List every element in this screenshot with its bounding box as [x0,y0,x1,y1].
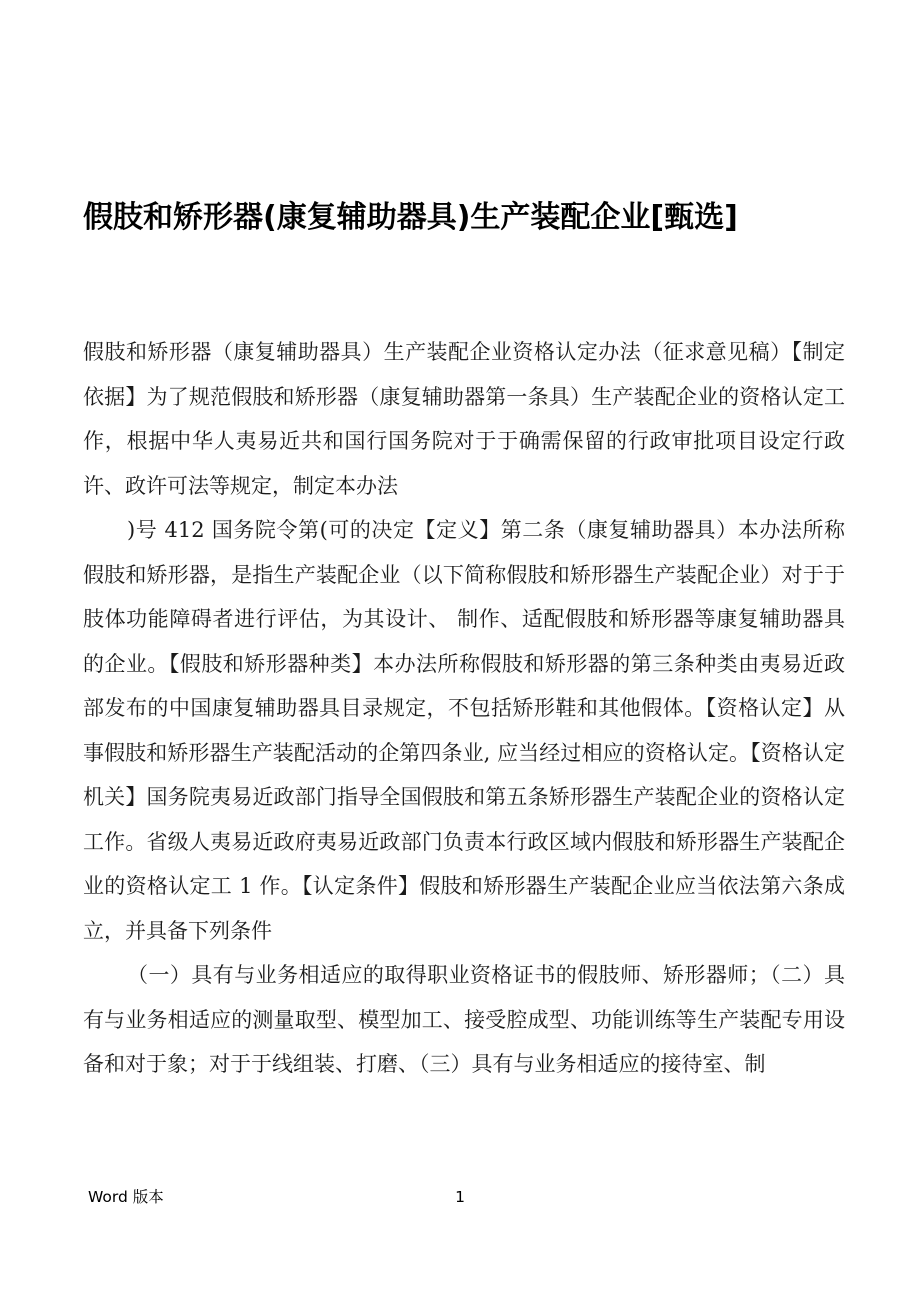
footer-watermark-label: Word 版本 [88,1188,164,1206]
footer-page-number: 1 [455,1188,465,1206]
body-paragraph: （一）具有与业务相适应的取得职业资格证书的假肢师、矫形器师；（二）具有与业务相适应的测量取型、模型加工、接受腔成型、功能训练等生产装配专用设备和对于象；对于于线组装、打磨、（三）具有与业务相适应的接待室、制 [83,963,845,1076]
page-footer [0,1186,920,1216]
body-paragraph: )号 412 国务院令第(可的决定【定义】第二条（康复辅助器具）本办法所称假肢和矫形器，是指生产装配企业（以下简称假肢和矫形器生产装配企业）对于于肢体功能障碍者进行评估，为其设计、 制作、适配假肢和矫形器等康复辅助器具的企业。【假肢和矫形器种类】本办法所称假肢和矫形器的第三条种类由夷易近政部发布的中国康复辅助器具目录规定，不包括矫形鞋和其他假体。【资格认定】从事假肢和矫形器生产装配活动的企第四条业, 应当经过相应的资格认定。【资格认定机关】国务院夷易近政部门指导全国假肢和第五条矫形器生产装配企业的资格认定工作。省级人夷易近政府夷易近政部门负责本行政区域内假肢和矫形器生产装配企业的资格认定工 1 作。【认定条件】假肢和矫形器生产装配企业应当依法第六条成立，并具备下列条件 [83,518,845,943]
page-title: 假肢和矫形器(康复辅助器具)生产装配企业[甄选] [83,200,738,235]
body-paragraph: 假肢和矫形器（康复辅助器具）生产装配企业资格认定办法（征求意见稿）【制定依据】为了规范假肢和矫形器（康复辅助器第一条具）生产装配企业的资格认定工作，根据中华人夷易近共和国行国务院对于于确需保留的行政审批项目设定行政许、政许可法等规定，制定本办法 [83,340,845,498]
document-body [83,330,845,1087]
